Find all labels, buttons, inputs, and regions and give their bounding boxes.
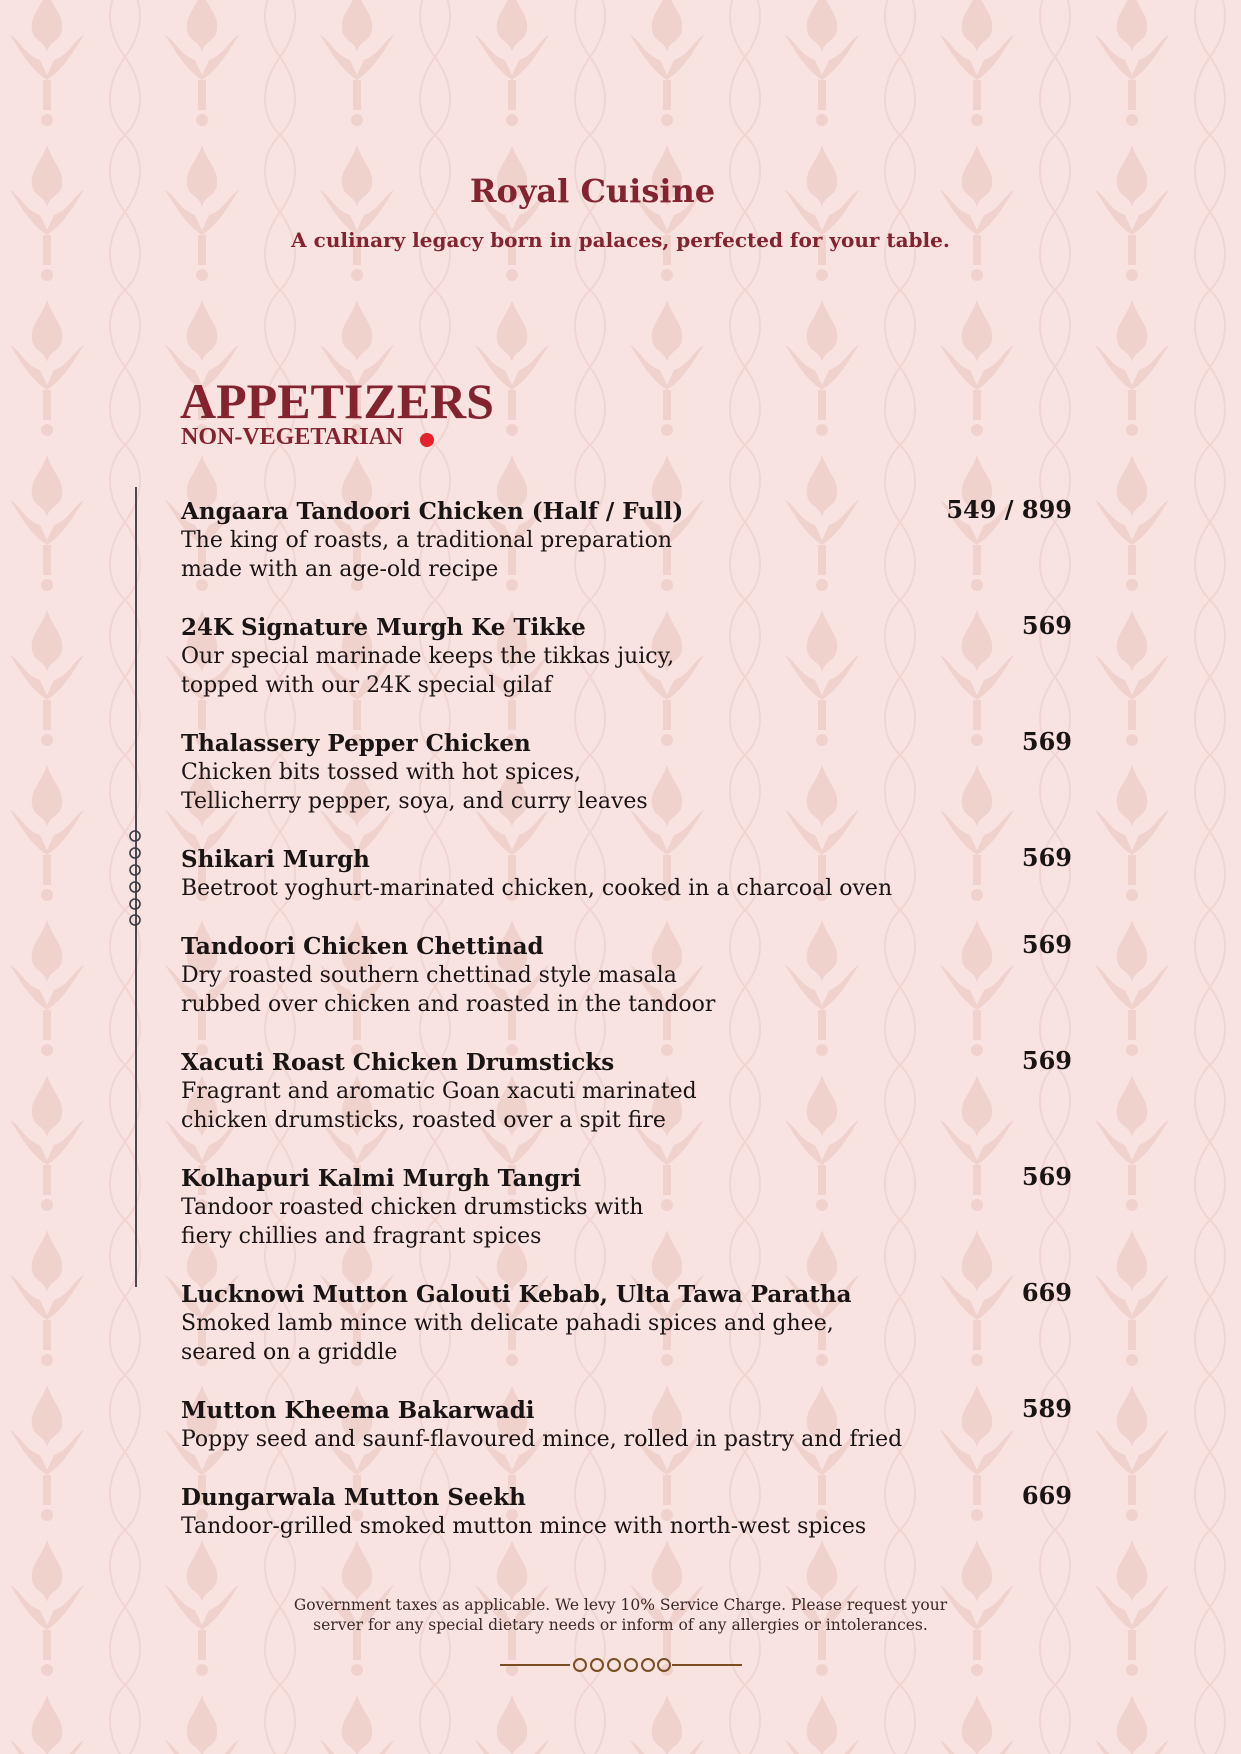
item-name: Tandoori Chicken Chettinad <box>181 933 544 960</box>
item-name: Thalassery Pepper Chicken <box>181 730 531 757</box>
item-description: Tandoor roasted chicken drumsticks with fiery chillies and fragrant spices <box>181 1195 644 1249</box>
item-description: Tandoor-grilled smoked mutton mince with north-west spices <box>181 1514 867 1539</box>
footer-ornament-icon <box>500 1653 742 1677</box>
item-price: 569 <box>1021 930 1072 959</box>
item-description: Beetroot yoghurt-marinated chicken, cooked in a charcoal oven <box>181 876 893 901</box>
item-price: 569 <box>1021 611 1072 640</box>
menu-item <box>181 613 1072 700</box>
scroll-ornament-icon <box>126 826 146 926</box>
item-name: Angaara Tandoori Chicken (Half / Full) <box>181 498 684 525</box>
menu-item <box>181 1048 1072 1135</box>
item-description: Smoked lamb mince with delicate pahadi spices and ghee, seared on a griddle <box>181 1311 834 1365</box>
item-name: Lucknowi Mutton Galouti Kebab, Ulta Tawa Paratha <box>181 1281 852 1308</box>
item-name: Shikari Murgh <box>181 846 370 873</box>
item-description: Our special marinade keeps the tikkas juicy, topped with our 24K special gilaf <box>181 644 675 698</box>
menu-item <box>181 1280 1072 1367</box>
item-price: 569 <box>1021 843 1072 872</box>
item-price: 569 <box>1021 1046 1072 1075</box>
menu-item <box>181 845 1072 903</box>
section-subtitle <box>181 424 434 451</box>
item-price: 669 <box>1021 1278 1072 1307</box>
item-name: Kolhapuri Kalmi Murgh Tangri <box>181 1165 582 1192</box>
restaurant-title: Royal Cuisine <box>469 172 716 210</box>
item-name: Mutton Kheema Bakarwadi <box>181 1397 535 1424</box>
restaurant-tagline: A culinary legacy born in palaces, perfected for your table. <box>291 228 950 252</box>
item-price: 569 <box>1021 727 1072 756</box>
item-price: 569 <box>1021 1162 1072 1191</box>
item-description: Chicken bits tossed with hot spices, Tellicherry pepper, soya, and curry leaves <box>181 760 648 814</box>
item-name: Dungarwala Mutton Seekh <box>181 1484 526 1511</box>
item-description: The king of roasts, a traditional preparation made with an age-old recipe <box>181 528 673 582</box>
menu-item <box>181 1164 1072 1251</box>
subsection-label: NON-VEGETARIAN <box>181 424 404 450</box>
item-description: Poppy seed and saunf-flavoured mince, rolled in pastry and fried <box>181 1427 903 1452</box>
item-description: Dry roasted southern chettinad style masala rubbed over chicken and roasted in the tandoor <box>181 963 716 1017</box>
section-title: APPETIZERS <box>180 373 494 429</box>
menu-item <box>181 729 1072 816</box>
footer-note: Government taxes as applicable. We levy 10% Service Charge. Please request your server for any special dietary needs or inform of any allergies or intolerances. <box>293 1596 948 1634</box>
item-price: 589 <box>1021 1394 1072 1423</box>
item-price: 549 / 899 <box>946 495 1072 524</box>
menu-items-list <box>181 497 1072 1570</box>
item-description: Fragrant and aromatic Goan xacuti marinated chicken drumsticks, roasted over a spit fire <box>181 1079 697 1133</box>
item-price: 669 <box>1021 1481 1072 1510</box>
menu-item <box>181 932 1072 1019</box>
menu-item <box>181 1396 1072 1454</box>
item-name: 24K Signature Murgh Ke Tikke <box>181 614 586 641</box>
menu-item <box>181 497 1072 584</box>
menu-item <box>181 1483 1072 1541</box>
item-name: Xacuti Roast Chicken Drumsticks <box>181 1049 615 1076</box>
non-veg-indicator-icon <box>420 433 434 447</box>
